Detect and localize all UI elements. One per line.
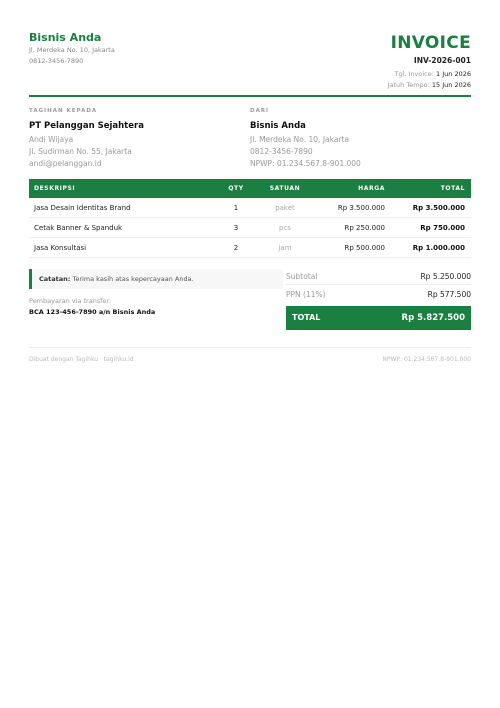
invoice-date: [394, 70, 471, 78]
row-qty: 3: [233, 224, 239, 232]
header-description: DESKRIPSI: [34, 185, 76, 192]
invoice-page: [29, 0, 471, 363]
parties-section: [29, 108, 471, 172]
row-price: Rp 250.000: [344, 224, 385, 232]
payment-account: BCA 123-456-7890 a/n Bisnis Anda: [29, 308, 156, 316]
row-description: Jasa Desain Identitas Brand: [34, 204, 131, 212]
grand-total-bar: [286, 306, 471, 330]
row-price: Rp 3.500.000: [337, 204, 385, 212]
items-table: [29, 179, 471, 258]
invoice-due-value: 15 Jun 2026: [431, 81, 471, 89]
row-unit: paket: [275, 204, 295, 212]
table-row: [29, 218, 471, 238]
row-description: Cetak Banner & Spanduk: [34, 224, 123, 232]
header-qty: QTY: [228, 185, 244, 192]
invoice-due-date: [388, 81, 471, 89]
from-address: Jl. Merdeka No. 10, Jakarta: [250, 135, 350, 144]
row-price: Rp 500.000: [344, 244, 385, 252]
from-block: [250, 108, 470, 170]
invoice-date-label: Tgl. Invoice:: [394, 70, 434, 78]
footer-credit: Dibuat dengan Tagihku · tagihku.id: [29, 356, 134, 363]
invoice-date-value: 1 Jun 2026: [436, 70, 471, 78]
bill-to-name: PT Pelanggan Sejahtera: [29, 121, 144, 131]
business-phone: 0812-3456-7890: [29, 57, 84, 65]
invoice-footer: [29, 347, 471, 367]
row-qty: 2: [233, 244, 239, 252]
header-unit: SATUAN: [269, 185, 301, 192]
notes-box: [29, 269, 283, 289]
grand-total-value: Rp 5.827.500: [401, 313, 465, 323]
table-row: [29, 198, 471, 218]
row-description: Jasa Konsultasi: [34, 244, 87, 252]
business-address: Jl. Merdeka No. 10, Jakarta: [29, 46, 115, 54]
invoice-title: INVOICE: [390, 33, 471, 53]
invoice-header: [29, 0, 471, 97]
bill-to-block: [29, 108, 249, 170]
summary-divider: [286, 284, 471, 285]
row-unit: pcs: [279, 224, 291, 232]
row-unit: jam: [278, 244, 292, 252]
header-price: HARGA: [358, 185, 385, 192]
from-npwp: NPWP: 01.234.567.8-901.000: [250, 159, 361, 168]
bill-to-label: TAGIHAN KEPADA: [29, 108, 98, 114]
invoice-number: INV-2026-001: [413, 56, 471, 65]
table-row: [29, 238, 471, 258]
from-label: DARI: [250, 108, 270, 114]
header-total: TOTAL: [440, 185, 465, 192]
row-total: Rp 1.000.000: [412, 244, 465, 252]
table-header: [29, 179, 471, 198]
from-name: Bisnis Anda: [250, 121, 306, 131]
subtotal-value: Rp 5.250.000: [420, 272, 471, 281]
row-qty: 1: [233, 204, 239, 212]
business-name: Bisnis Anda: [29, 31, 102, 44]
row-total: Rp 3.500.000: [412, 204, 465, 212]
bill-to-address: Jl. Sudirman No. 55, Jakarta: [29, 147, 132, 156]
footer-npwp: NPWP: 01.234.567.8-901.000: [382, 356, 471, 363]
subtotal-label: Subtotal: [286, 272, 318, 281]
from-phone: 0812-3456-7890: [250, 147, 313, 156]
notes-label: Catatan:: [39, 275, 71, 283]
bill-to-email: andi@pelanggan.id: [29, 159, 102, 168]
grand-total-label: TOTAL: [292, 313, 321, 322]
tax-value: Rp 577.500: [427, 290, 471, 299]
notes-text: Terima kasih atas kepercayaan Anda.: [72, 275, 194, 283]
tax-label: PPN (11%): [286, 290, 326, 299]
row-total: Rp 750.000: [420, 224, 465, 232]
bill-to-contact: Andi Wijaya: [29, 135, 74, 144]
invoice-due-label: Jatuh Tempo:: [387, 81, 430, 89]
payment-label: Pembayaran via transfer:: [29, 297, 112, 305]
